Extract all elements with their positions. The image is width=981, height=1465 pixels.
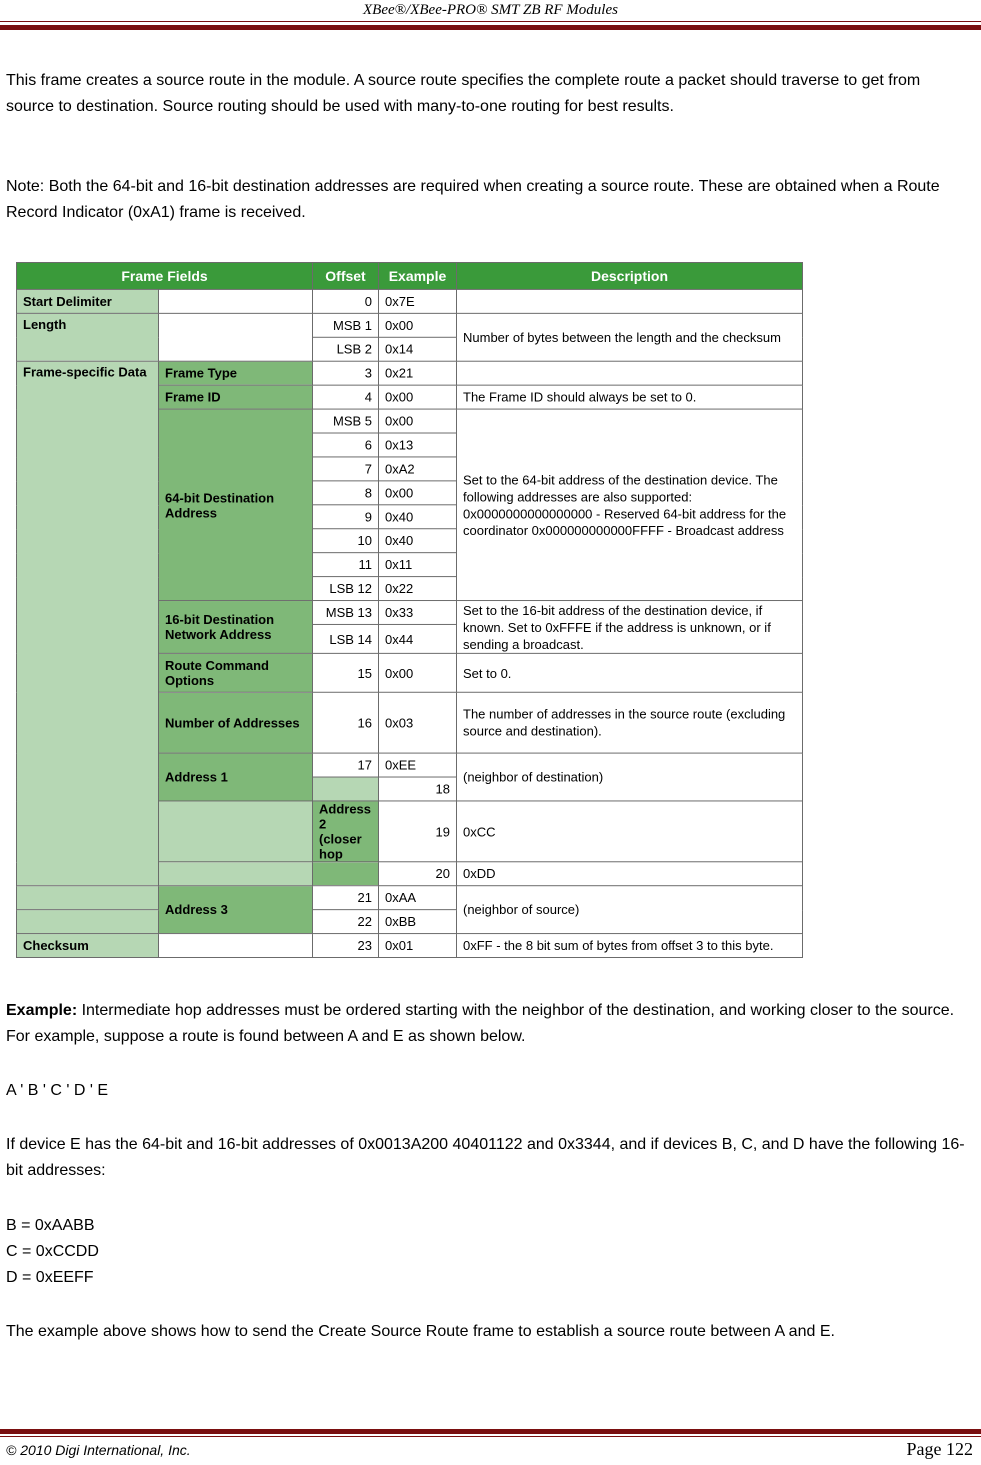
offset-cell: 20 [379, 862, 457, 886]
offset-cell: 7 [313, 457, 379, 481]
example-cell: 0x03 [379, 692, 457, 753]
table-row [17, 361, 803, 385]
offset-cell: 4 [313, 385, 379, 409]
example-cell: 0x00 [379, 313, 457, 337]
description-cell: (neighbor of destination) [457, 753, 803, 801]
description-cell [457, 361, 803, 385]
address-d: D = 0xEEFF [6, 1269, 94, 1286]
offset-cell: 8 [313, 481, 379, 505]
frame-table [16, 262, 803, 958]
footer-rule-thick [0, 1429, 981, 1434]
offset-cell: 16 [313, 692, 379, 753]
offset-cell: 15 [313, 653, 379, 692]
header-example: Example [379, 262, 457, 289]
example-cell: 0x00 [379, 409, 457, 433]
example-text: Intermediate hop addresses must be ordered starting with the neighbor of the destination, and working closer to the source. For example, suppose a route is found between A and E as shown below. [6, 1002, 955, 1045]
length-label: Length [17, 313, 159, 361]
example-cell: 0x40 [379, 529, 457, 553]
address-b: B = 0xAABB [6, 1217, 95, 1234]
header-frame-fields: Frame Fields [17, 262, 313, 289]
description-cell [457, 289, 803, 313]
offset-cell: 23 [313, 934, 379, 958]
offset-cell: 17 [313, 753, 379, 777]
header-rule [0, 21, 981, 22]
offset-cell: MSB 1 [313, 313, 379, 337]
example-label: Example: [6, 1002, 78, 1019]
example-paragraph [6, 998, 971, 1050]
offset-cell: 21 [313, 886, 379, 910]
checksum-label: Checksum [17, 934, 159, 958]
example-cell: 0xAA [379, 886, 457, 910]
example-cell: 0x01 [379, 934, 457, 958]
field-cell: Number of Addresses [159, 692, 313, 753]
offset-cell: 11 [313, 553, 379, 577]
field-cell: 16-bit Destination Network Address [159, 601, 313, 654]
offset-cell: MSB 5 [313, 409, 379, 433]
offset-cell: MSB 13 [313, 601, 379, 625]
header-rule-thick [0, 25, 981, 30]
example-cell: 0x44 [379, 624, 457, 653]
offset-cell: 0 [313, 289, 379, 313]
offset-cell: LSB 14 [313, 624, 379, 653]
example-cell: 0xCC [457, 801, 803, 862]
example-cell: 0x00 [379, 653, 457, 692]
table-header-row [17, 262, 803, 289]
field-cell: Address 2 (closer hop [313, 801, 379, 862]
header-title: XBee®/XBee‐PRO® SMT ZB RF Modules [363, 2, 618, 18]
offset-cell: 6 [313, 433, 379, 457]
description-cell: Number of bytes between the length and the checksum [457, 313, 803, 361]
description-cell: The Frame ID should always be set to 0. [457, 385, 803, 409]
offset-cell: 10 [313, 529, 379, 553]
description-cell: The number of addresses in the source route (excluding source and destination). [457, 692, 803, 753]
description-cell: Set to the 64-bit address of the destination device. The following addresses are also supported: 0x0000000000000000 - Reserved 64-bit address for the coordinator 0x000000000000FFFF - Broadcast address [457, 409, 803, 600]
example-cell: 0xA2 [379, 457, 457, 481]
footer-rule [0, 1436, 981, 1437]
offset-cell: LSB 12 [313, 577, 379, 601]
route-line: A ' B ' C ' D ' E [6, 1082, 109, 1099]
header-description: Description [457, 262, 803, 289]
description-cell: Set to the 16-bit address of the destination device, if known. Set to 0xFFFE if the address is unknown, or if sending a broadcast. [457, 601, 803, 654]
footer-copyright: © 2010 Digi International, Inc. [6, 1442, 191, 1458]
example-cell: 0x40 [379, 505, 457, 529]
frame-specific-label: Frame-specific Data [17, 361, 159, 885]
field-cell: Frame Type [159, 361, 313, 385]
example-cell: 0x33 [379, 601, 457, 625]
example-cell: 0xDD [457, 862, 803, 886]
description-cell: Set to 0. [457, 653, 803, 692]
field-cell: Address 1 [159, 753, 313, 801]
field-cell: Frame ID [159, 385, 313, 409]
example-cell: 0x7E [379, 289, 457, 313]
description-cell: (neighbor of source) [457, 886, 803, 934]
description-cell: 0xFF - the 8 bit sum of bytes from offset 3 to this byte. [457, 934, 803, 958]
start-delimiter-label: Start Delimiter [17, 289, 159, 313]
field-cell: Address 3 [159, 886, 313, 934]
offset-cell: 18 [379, 777, 457, 801]
example-cell: 0x11 [379, 553, 457, 577]
table-row [17, 886, 803, 910]
example-cell: 0xEE [379, 753, 457, 777]
example-cell: 0x22 [379, 577, 457, 601]
offset-cell: LSB 2 [313, 337, 379, 361]
table-row [17, 934, 803, 958]
example-cell: 0xBB [379, 910, 457, 934]
table-row [17, 313, 803, 337]
field-cell: Route Command Options [159, 653, 313, 692]
closing-paragraph: The example above shows how to send the Create Source Route frame to establish a source route between A and E. [6, 1323, 835, 1340]
offset-cell: 3 [313, 361, 379, 385]
example-cell: 0x00 [379, 385, 457, 409]
offset-cell: 22 [313, 910, 379, 934]
example-cell: 0x14 [379, 337, 457, 361]
table-row [17, 289, 803, 313]
field-cell: 64-bit Destination Address [159, 409, 313, 600]
addresses-paragraph: If device E has the 64-bit and 16-bit addresses of 0x0013A200 40401122 and 0x3344, and if devices B, C, and D have the following 16-bit addresses: [6, 1136, 965, 1179]
example-cell: 0x00 [379, 481, 457, 505]
offset-cell: 19 [379, 801, 457, 862]
example-cell: 0x13 [379, 433, 457, 457]
address-c: C = 0xCCDD [6, 1243, 99, 1260]
offset-cell: 9 [313, 505, 379, 529]
page-number: Page 122 [906, 1439, 973, 1459]
header-offset: Offset [313, 262, 379, 289]
note-paragraph: Note: Both the 64-bit and 16-bit destination addresses are required when creating a source route. These are obtained when a Route Record Indicator (0xA1) frame is received. [6, 178, 940, 221]
example-cell: 0x21 [379, 361, 457, 385]
intro-paragraph: This frame creates a source route in the module. A source route specifies the complete route a packet should traverse to get from source to destination. Source routing should be used with many-to-one routing for best results. [6, 72, 921, 115]
